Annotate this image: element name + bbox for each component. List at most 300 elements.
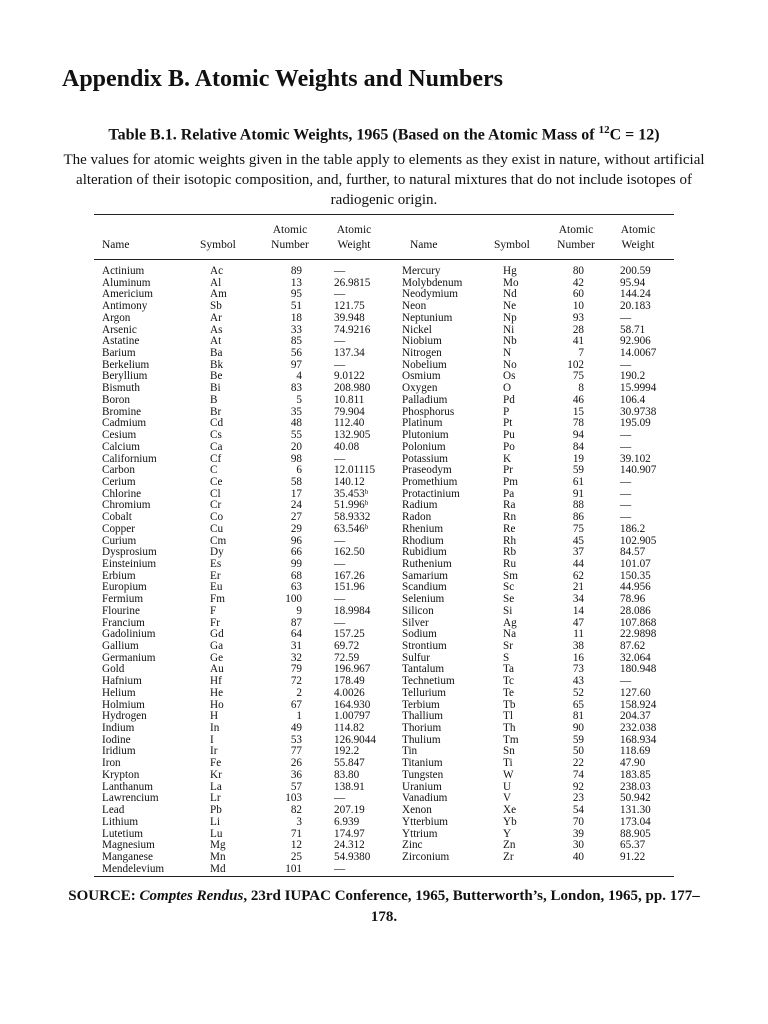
atomic-number: 38 <box>572 640 584 652</box>
atomic-number: 59 <box>572 464 584 477</box>
table-row <box>402 852 672 864</box>
element-symbol: Gd <box>210 628 224 641</box>
element-symbol: Eu <box>210 581 223 594</box>
atomic-weight: 47.90 <box>620 757 646 770</box>
atomic-weight: 238.03 <box>620 780 651 793</box>
atomic-weight: 24.312 <box>334 839 365 852</box>
atomic-weight: 102.905 <box>620 534 657 547</box>
atomic-weight: — <box>334 288 346 301</box>
element-name: Uranium <box>402 780 442 793</box>
element-symbol: Sc <box>503 581 515 594</box>
element-name: Mercury <box>402 265 441 277</box>
element-name: Astatine <box>102 335 140 348</box>
atomic-weight: 72.59 <box>334 651 360 664</box>
element-name: Promethium <box>402 475 458 488</box>
atomic-weight: 107.868 <box>620 616 657 629</box>
element-name: Chlorine <box>102 487 142 500</box>
element-symbol: Th <box>503 722 516 735</box>
source-label: SOURCE: <box>68 888 140 904</box>
atomic-number: 60 <box>572 288 584 301</box>
element-name: Cerium <box>102 475 136 488</box>
atomic-weight: 190.2 <box>620 370 646 383</box>
atomic-number: 103 <box>285 792 302 805</box>
atomic-weight: — <box>334 616 346 629</box>
table-row <box>102 723 392 735</box>
element-symbol: Ba <box>210 347 223 360</box>
atomic-number: 100 <box>285 593 302 606</box>
atomic-weight: — <box>620 511 632 524</box>
atomic-number: 82 <box>290 804 302 817</box>
atomic-weight: 121.75 <box>334 300 365 313</box>
header-number-left <box>262 223 318 253</box>
table-row <box>102 582 392 594</box>
atomic-number: 64 <box>290 628 302 641</box>
element-symbol: Rn <box>503 511 517 524</box>
atomic-weight: 207.19 <box>334 804 365 817</box>
atomic-number: 84 <box>572 440 584 453</box>
atomic-number: 3 <box>296 815 302 828</box>
element-symbol: Hf <box>210 675 222 688</box>
element-symbol: Pa <box>503 487 515 500</box>
table-row <box>102 395 392 407</box>
element-name: Bismuth <box>102 382 140 395</box>
atomic-weight: 196.967 <box>334 663 371 676</box>
atomic-number: 72 <box>290 675 302 688</box>
atomic-weight: — <box>620 311 632 324</box>
element-symbol: Sn <box>503 745 515 758</box>
atomic-number: 1 <box>296 710 302 723</box>
element-symbol: Si <box>503 604 513 617</box>
element-name: Magnesium <box>102 839 155 852</box>
atomic-number: 37 <box>572 546 584 559</box>
caption-text-end: C = 12) <box>609 126 660 144</box>
atomic-number: 9 <box>296 604 302 617</box>
atomic-number: 12 <box>290 839 302 852</box>
element-name: Rhenium <box>402 522 444 535</box>
atomic-weight: 6.939 <box>334 815 360 828</box>
atomic-number: 19 <box>572 452 584 465</box>
element-symbol: Y <box>503 827 512 840</box>
element-symbol: Ra <box>503 499 516 512</box>
atomic-number: 70 <box>572 815 584 828</box>
atomic-number: 74 <box>572 768 584 781</box>
atomic-weight: 55.847 <box>334 757 365 770</box>
element-name: Lanthanum <box>102 780 153 793</box>
header-number-top: Atomic <box>272 224 308 236</box>
element-name: Cesium <box>102 429 137 442</box>
intro-paragraph: The values for atomic weights given in the table apply to elements as they exist in nature, without artificial alteration of their isotopic composition, and, further, to natural mixtures that do not include isotopes of radiogenic origin. <box>63 152 705 208</box>
atomic-weight: 65.37 <box>620 839 646 852</box>
element-symbol: Se <box>503 593 515 606</box>
atomic-number: 22 <box>572 757 584 770</box>
atomic-weight: 114.82 <box>334 722 365 735</box>
element-symbol: Tm <box>503 733 519 746</box>
element-name: Antimony <box>102 300 148 313</box>
atomic-weight: 118.69 <box>620 745 651 758</box>
element-symbol: Es <box>210 557 222 570</box>
table-row <box>102 348 392 360</box>
atomic-number: 79 <box>290 663 302 676</box>
element-name: Polonium <box>402 440 446 453</box>
atomic-number: 20 <box>290 440 302 453</box>
atomic-number: 14 <box>572 604 584 617</box>
atomic-number: 27 <box>290 511 302 524</box>
element-name: Platinum <box>402 417 443 430</box>
atomic-weight: 14.0067 <box>620 347 657 360</box>
atomic-weight: 18.9984 <box>334 604 371 617</box>
element-name: Indium <box>102 722 135 735</box>
atomic-number: 83 <box>290 382 302 395</box>
element-name: Neptunium <box>402 311 453 324</box>
element-name: Dysprosium <box>102 546 157 559</box>
atomic-number: 31 <box>290 640 302 652</box>
header-symbol-left: Symbol <box>200 239 236 251</box>
atomic-number: 62 <box>572 569 584 582</box>
table-row <box>402 559 672 571</box>
element-symbol: Bi <box>210 382 221 395</box>
element-name: Niobium <box>402 335 442 348</box>
atomic-weight: 164.930 <box>334 698 371 711</box>
atomic-number: 95 <box>290 288 302 301</box>
atomic-number: 30 <box>572 839 584 852</box>
atomic-number: 80 <box>572 265 584 277</box>
atomic-weight: — <box>620 475 632 488</box>
element-name: Selenium <box>402 593 445 606</box>
atomic-weight: 167.26 <box>334 569 365 582</box>
element-name: Barium <box>102 347 136 360</box>
element-symbol: Lu <box>210 827 223 840</box>
atomic-weight: 15.9994 <box>620 382 657 395</box>
element-symbol: S <box>503 651 510 664</box>
element-symbol: Cd <box>210 417 224 430</box>
table-row <box>102 266 392 278</box>
element-name: Protactinium <box>402 487 460 500</box>
element-symbol: C <box>210 464 218 477</box>
atomic-number: 58 <box>290 475 302 488</box>
table-row <box>402 641 672 653</box>
element-symbol: Np <box>503 311 517 324</box>
atomic-number: 75 <box>572 522 584 535</box>
element-name: Silver <box>402 616 429 629</box>
table-row <box>402 313 672 325</box>
atomic-number: 36 <box>290 768 302 781</box>
atomic-weight: 88.905 <box>620 827 651 840</box>
atomic-weight: 35.453ᵇ <box>334 487 369 500</box>
atomic-weight: 158.924 <box>620 698 657 711</box>
atomic-number: 42 <box>572 276 584 289</box>
table-row <box>102 770 392 782</box>
atomic-weight: 157.25 <box>334 628 365 641</box>
atomic-weight: 180.948 <box>620 663 657 676</box>
header-weight-bottom: Weight <box>337 239 371 251</box>
element-name: Europium <box>102 581 147 594</box>
element-name: Ytterbium <box>402 815 448 828</box>
source-journal: Comptes Rendus <box>139 888 244 904</box>
element-symbol: Fr <box>210 616 220 629</box>
atomic-weight: 95.94 <box>620 276 646 289</box>
element-name: Thorium <box>402 722 442 735</box>
atomic-number: 47 <box>572 616 584 629</box>
element-symbol: Tc <box>503 675 515 688</box>
atomic-weight: — <box>334 862 346 875</box>
element-name: Nitrogen <box>402 347 442 360</box>
table-row <box>402 817 672 829</box>
atomic-weight: 39.948 <box>334 311 365 324</box>
atomic-number: 7 <box>578 347 584 360</box>
header-number-top: Atomic <box>558 224 594 236</box>
atomic-weight: 186.2 <box>620 522 646 535</box>
atomic-weight: — <box>334 593 346 606</box>
element-symbol: Yb <box>503 815 517 828</box>
atomic-number: 34 <box>572 593 584 606</box>
atomic-weight: 204.37 <box>620 710 651 723</box>
element-symbol: Dy <box>210 546 224 559</box>
element-symbol: Rh <box>503 534 517 547</box>
atomic-number: 13 <box>290 276 302 289</box>
atomic-weight: 92.906 <box>620 335 651 348</box>
atomic-number: 18 <box>290 311 302 324</box>
atomic-number: 102 <box>567 358 584 371</box>
element-name: Gadolinium <box>102 628 156 641</box>
atomic-weight: — <box>620 499 632 512</box>
atomic-weight: 84.57 <box>620 546 646 559</box>
atomic-number: 21 <box>572 581 584 594</box>
atomic-weight: 26.9815 <box>334 276 371 289</box>
element-name: Tin <box>402 745 418 758</box>
table-row <box>102 606 392 618</box>
atomic-number: 43 <box>572 675 584 688</box>
atomic-weight: 44.956 <box>620 581 651 594</box>
atomic-weight: — <box>334 792 346 805</box>
atomic-number: 98 <box>290 452 302 465</box>
atomic-weight: 137.34 <box>334 347 365 360</box>
element-name: Osmium <box>402 370 441 383</box>
element-symbol: Li <box>210 815 220 828</box>
element-name: Americium <box>102 288 153 301</box>
atomic-number: 59 <box>572 733 584 746</box>
element-name: Molybdenum <box>402 276 463 289</box>
atomic-number: 28 <box>572 323 584 336</box>
atomic-number: 55 <box>290 429 302 442</box>
element-symbol: Sr <box>503 640 513 652</box>
atomic-number: 73 <box>572 663 584 676</box>
element-symbol: Nb <box>503 335 517 348</box>
header-number-bottom: Number <box>557 239 595 251</box>
atomic-number: 101 <box>285 862 302 875</box>
element-symbol: Zn <box>503 839 516 852</box>
element-name: Boron <box>102 393 130 406</box>
element-symbol: Nd <box>503 288 517 301</box>
element-symbol: Tl <box>503 710 513 723</box>
atomic-weight: — <box>620 358 632 371</box>
atomic-number: 53 <box>290 733 302 746</box>
element-symbol: Mg <box>210 839 226 852</box>
element-symbol: Ge <box>210 651 224 664</box>
table-row <box>402 442 672 454</box>
element-symbol: Re <box>503 522 516 535</box>
atomic-weight: 32.064 <box>620 651 651 664</box>
atomic-weight: 101.07 <box>620 557 651 570</box>
atomic-number: 17 <box>290 487 302 500</box>
element-symbol: Fm <box>210 593 225 606</box>
element-symbol: Os <box>503 370 516 383</box>
atomic-number: 32 <box>290 651 302 664</box>
table-bottom-rule <box>94 876 674 877</box>
element-symbol: Pr <box>503 464 513 477</box>
table-top-rule <box>94 214 674 215</box>
table-header-rule <box>94 259 674 260</box>
atomic-weight: 74.9216 <box>334 323 371 336</box>
table-row <box>102 688 392 700</box>
atomic-number: 91 <box>572 487 584 500</box>
element-name: Aluminum <box>102 276 151 289</box>
element-symbol: Ru <box>503 557 517 570</box>
element-symbol: W <box>503 768 514 781</box>
atomic-weight: — <box>334 335 346 348</box>
element-symbol: V <box>503 792 512 805</box>
atomic-number: 75 <box>572 370 584 383</box>
element-name: Vanadium <box>402 792 448 805</box>
header-weight-left <box>326 223 382 253</box>
atomic-weight: 168.934 <box>620 733 657 746</box>
atomic-number: 93 <box>572 311 584 324</box>
element-symbol: Hg <box>503 265 517 277</box>
atomic-weight: — <box>334 265 346 277</box>
elements-table-right <box>402 266 672 864</box>
element-name: Krypton <box>102 768 140 781</box>
table-row <box>402 477 672 489</box>
element-symbol: Ce <box>210 475 223 488</box>
element-name: Germanium <box>102 651 156 664</box>
atomic-weight: — <box>620 440 632 453</box>
atomic-number: 23 <box>572 792 584 805</box>
atomic-weight: — <box>620 429 632 442</box>
atomic-number: 90 <box>572 722 584 735</box>
atomic-weight: 58.71 <box>620 323 646 336</box>
atomic-weight: 192.2 <box>334 745 360 758</box>
element-symbol: No <box>503 358 517 371</box>
atomic-weight: 126.9044 <box>334 733 376 746</box>
element-name: Thallium <box>402 710 444 723</box>
element-symbol: Ne <box>503 300 517 313</box>
table-row <box>102 524 392 536</box>
element-name: Thulium <box>402 733 441 746</box>
element-name: Tungsten <box>402 768 444 781</box>
atomic-weight: 58.9332 <box>334 511 371 524</box>
atomic-weight: 28.086 <box>620 604 651 617</box>
element-name: Lawrencium <box>102 792 159 805</box>
atomic-weight: 208.980 <box>334 382 371 395</box>
element-name: Plutonium <box>402 429 449 442</box>
element-name: Palladium <box>402 393 448 406</box>
atomic-number: 94 <box>572 429 584 442</box>
atomic-weight: 127.60 <box>620 686 651 699</box>
atomic-number: 16 <box>572 651 584 664</box>
element-name: Carbon <box>102 464 135 477</box>
element-symbol: Ar <box>210 311 222 324</box>
element-name: Neon <box>402 300 427 313</box>
atomic-weight: 30.9738 <box>620 405 657 418</box>
element-symbol: Ni <box>503 323 515 336</box>
source-details: , 23rd IUPAC Conference, 1965, Butterworth’s, London, 1965, pp. 177–178. <box>243 888 700 925</box>
element-symbol: Md <box>210 862 226 875</box>
table-row <box>402 688 672 700</box>
element-symbol: Cf <box>210 452 222 465</box>
element-symbol: H <box>210 710 219 723</box>
element-symbol: Cu <box>210 522 224 535</box>
element-symbol: O <box>503 382 512 395</box>
atomic-weight: 144.24 <box>620 288 651 301</box>
header-number-right <box>548 223 604 253</box>
header-weight-bottom: Weight <box>621 239 655 251</box>
element-symbol: Pu <box>503 429 515 442</box>
element-symbol: I <box>210 733 214 746</box>
element-symbol: Br <box>210 405 222 418</box>
element-symbol: Fe <box>210 757 222 770</box>
element-symbol: Tb <box>503 698 516 711</box>
atomic-number: 44 <box>572 557 584 570</box>
atomic-weight: 195.09 <box>620 417 651 430</box>
element-name: Arsenic <box>102 323 137 336</box>
element-name: Ruthenium <box>402 557 452 570</box>
element-name: Einsteinium <box>102 557 157 570</box>
element-symbol: Rb <box>503 546 517 559</box>
atomic-number: 54 <box>572 804 584 817</box>
atomic-number: 4 <box>296 370 302 383</box>
element-symbol: Cs <box>210 429 222 442</box>
table-row <box>102 313 392 325</box>
elements-table-left <box>102 266 392 875</box>
atomic-number: 66 <box>290 546 302 559</box>
element-symbol: La <box>210 780 222 793</box>
atomic-number: 41 <box>572 335 584 348</box>
atomic-number: 26 <box>290 757 302 770</box>
element-name: Helium <box>102 686 136 699</box>
header-weight-right <box>610 223 666 253</box>
element-symbol: As <box>210 323 223 336</box>
header-symbol-right: Symbol <box>494 239 530 251</box>
atomic-number: 71 <box>290 827 302 840</box>
atomic-weight: 140.907 <box>620 464 657 477</box>
element-symbol: Xe <box>503 804 517 817</box>
element-symbol: Lr <box>210 792 221 805</box>
table-row <box>402 770 672 782</box>
element-symbol: Co <box>210 511 224 524</box>
element-name: Lutetium <box>102 827 144 840</box>
caption-text: Table B.1. Relative Atomic Weights, 1965 (Based on the Atomic Mass of <box>108 126 599 144</box>
element-name: Sulfur <box>402 651 430 664</box>
element-name: Cadmium <box>102 417 147 430</box>
element-name: Radon <box>402 511 432 524</box>
element-name: Francium <box>102 616 145 629</box>
element-name: Zirconium <box>402 850 450 863</box>
element-symbol: B <box>210 393 218 406</box>
atomic-weight: 1.00797 <box>334 710 371 723</box>
element-symbol: Be <box>210 370 223 383</box>
element-symbol: Sb <box>210 300 222 313</box>
atomic-number: 85 <box>290 335 302 348</box>
element-name: Gold <box>102 663 125 676</box>
atomic-number: 67 <box>290 698 302 711</box>
header-weight-top: Atomic <box>620 224 656 236</box>
element-name: Hydrogen <box>102 710 147 723</box>
atomic-number: 2 <box>296 686 302 699</box>
element-symbol: Pb <box>210 804 222 817</box>
element-name: Mendelevium <box>102 862 165 875</box>
atomic-number: 92 <box>572 780 584 793</box>
table-row <box>102 864 392 876</box>
atomic-number: 63 <box>290 581 302 594</box>
